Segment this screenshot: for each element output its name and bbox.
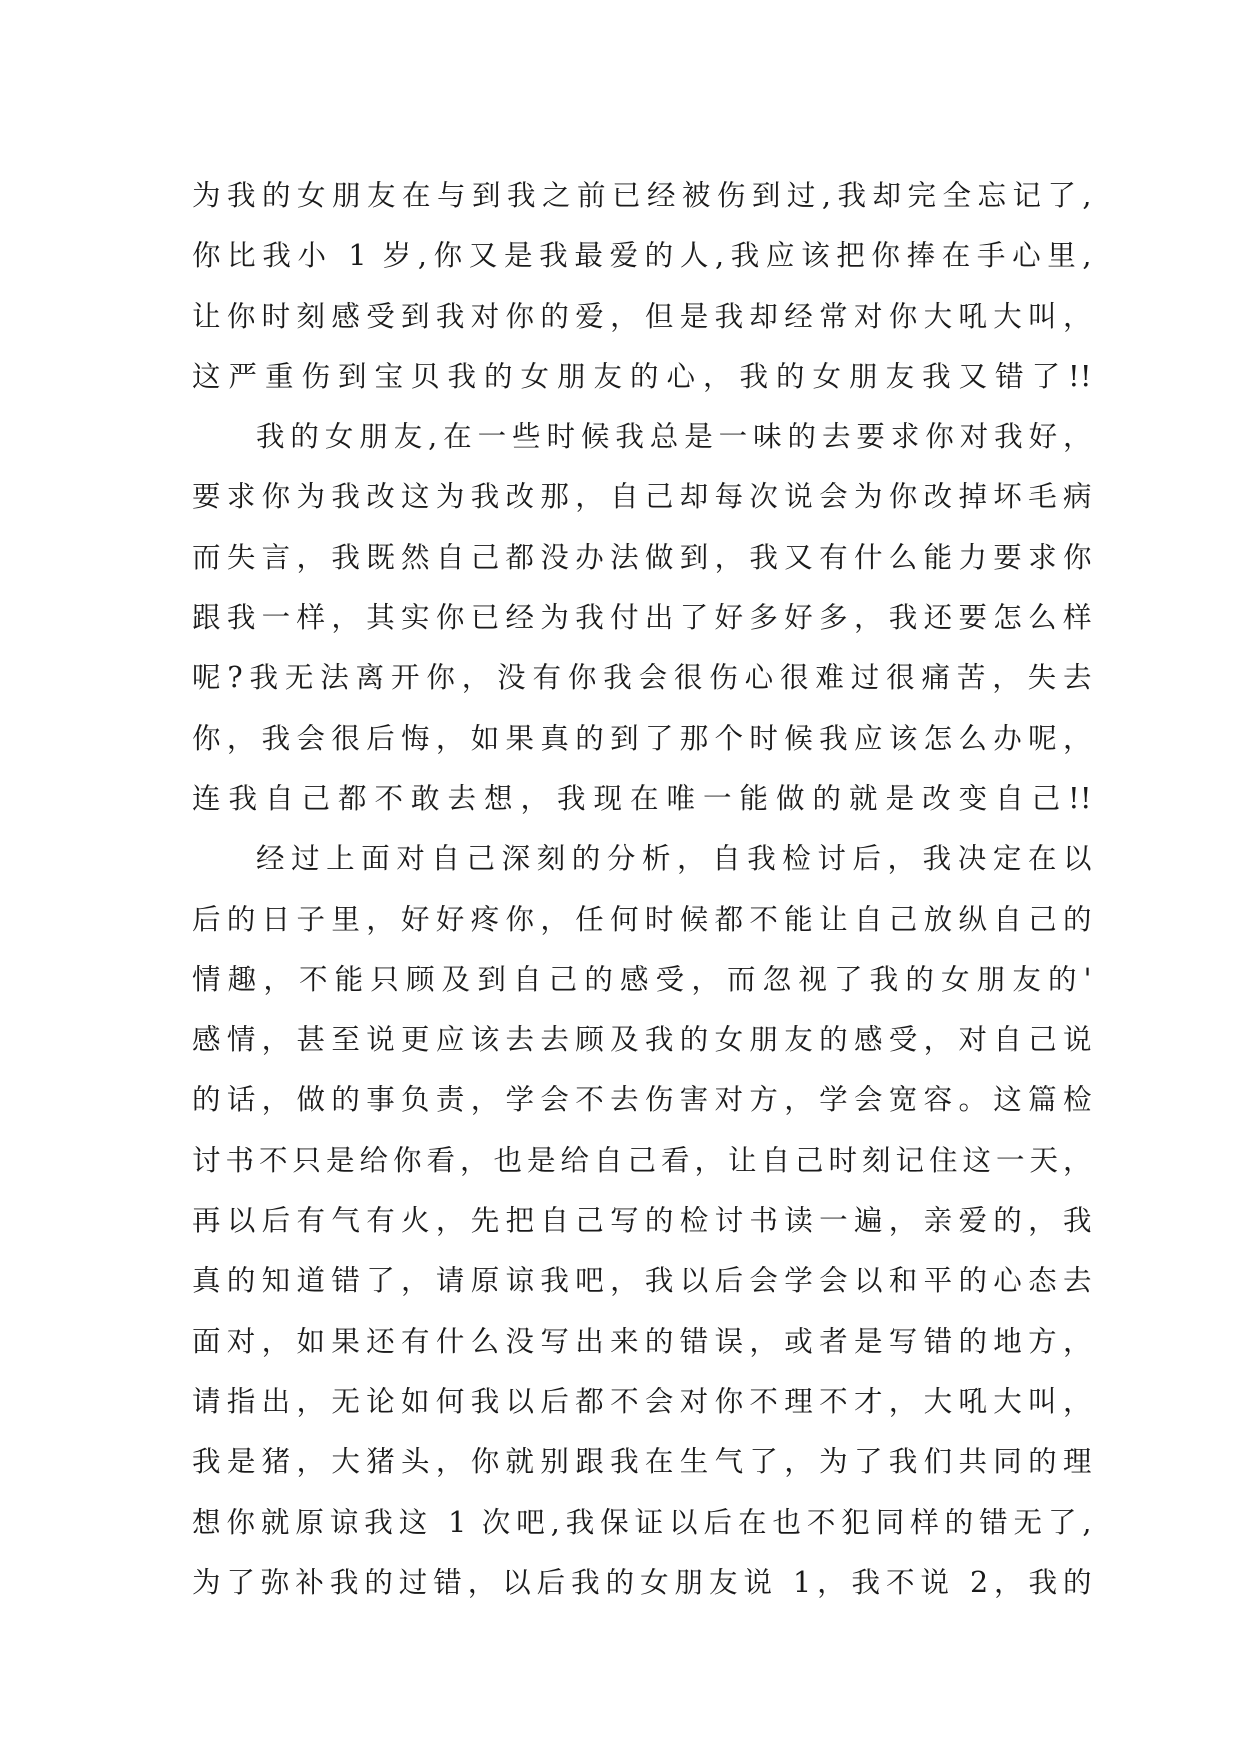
text-line: 跟我一样，其实你已经为我付出了好多好多，我还要怎么样 xyxy=(192,601,1092,635)
text-line: 后的日子里，好好疼你，任何时候都不能让自己放纵自己的 xyxy=(192,902,1092,936)
text-line: 要求你为我改这为我改那，自己却每次说会为你改掉坏毛病 xyxy=(192,480,1092,514)
text-line: 的话，做的事负责，学会不去伤害对方，学会宽容。这篇检 xyxy=(192,1083,1092,1117)
text-line: 而失言，我既然自己都没办法做到，我又有什么能力要求你 xyxy=(192,540,1092,574)
text-line: 连我自己都不敢去想，我现在唯一能做的就是改变自己!! xyxy=(192,781,1092,815)
paragraph-first-line: 经过上面对自己深刻的分析，自我检讨后，我决定在以 xyxy=(256,842,1092,876)
paragraph-first-line: 我的女朋友,在一些时候我总是一味的去要求你对我好， xyxy=(256,420,1092,454)
text-line: 呢?我无法离开你，没有你我会很伤心很难过很痛苦，失去 xyxy=(192,661,1092,695)
text-line: 这严重伤到宝贝我的女朋友的心，我的女朋友我又错了!! xyxy=(192,359,1092,393)
text-line: 你，我会很后悔，如果真的到了那个时候我应该怎么办呢， xyxy=(192,721,1092,755)
text-line: 为了弥补我的过错，以后我的女朋友说 1，我不说 2，我的 xyxy=(192,1565,1092,1599)
text-line: 真的知道错了，请原谅我吧，我以后会学会以和平的心态去 xyxy=(192,1264,1092,1298)
text-line: 你比我小 1 岁,你又是我最爱的人,我应该把你捧在手心里, xyxy=(192,239,1092,273)
text-line: 再以后有气有火，先把自己写的检讨书读一遍，亲爱的，我 xyxy=(192,1204,1092,1238)
text-line: 为我的女朋友在与到我之前已经被伤到过,我却完全忘记了, xyxy=(192,179,1092,212)
text-line: 想你就原谅我这 1 次吧,我保证以后在也不犯同样的错无了, xyxy=(192,1505,1092,1539)
document-body xyxy=(192,166,1092,1613)
text-line: 让你时刻感受到我对你的爱，但是我却经常对你大吼大叫， xyxy=(192,299,1092,333)
text-line: 请指出，无论如何我以后都不会对你不理不才，大吼大叫， xyxy=(192,1384,1092,1418)
text-line: 感情，甚至说更应该去去顾及我的女朋友的感受，对自己说 xyxy=(192,1023,1092,1057)
text-line: 面对，如果还有什么没写出来的错误，或者是写错的地方， xyxy=(192,1324,1092,1358)
text-line: 情趣，不能只顾及到自己的感受，而忽视了我的女朋友的' xyxy=(192,962,1092,996)
text-line: 我是猪，大猪头，你就别跟我在生气了，为了我们共同的理 xyxy=(192,1445,1092,1479)
text-line: 讨书不只是给你看，也是给自己看，让自己时刻记住这一天， xyxy=(192,1143,1092,1177)
